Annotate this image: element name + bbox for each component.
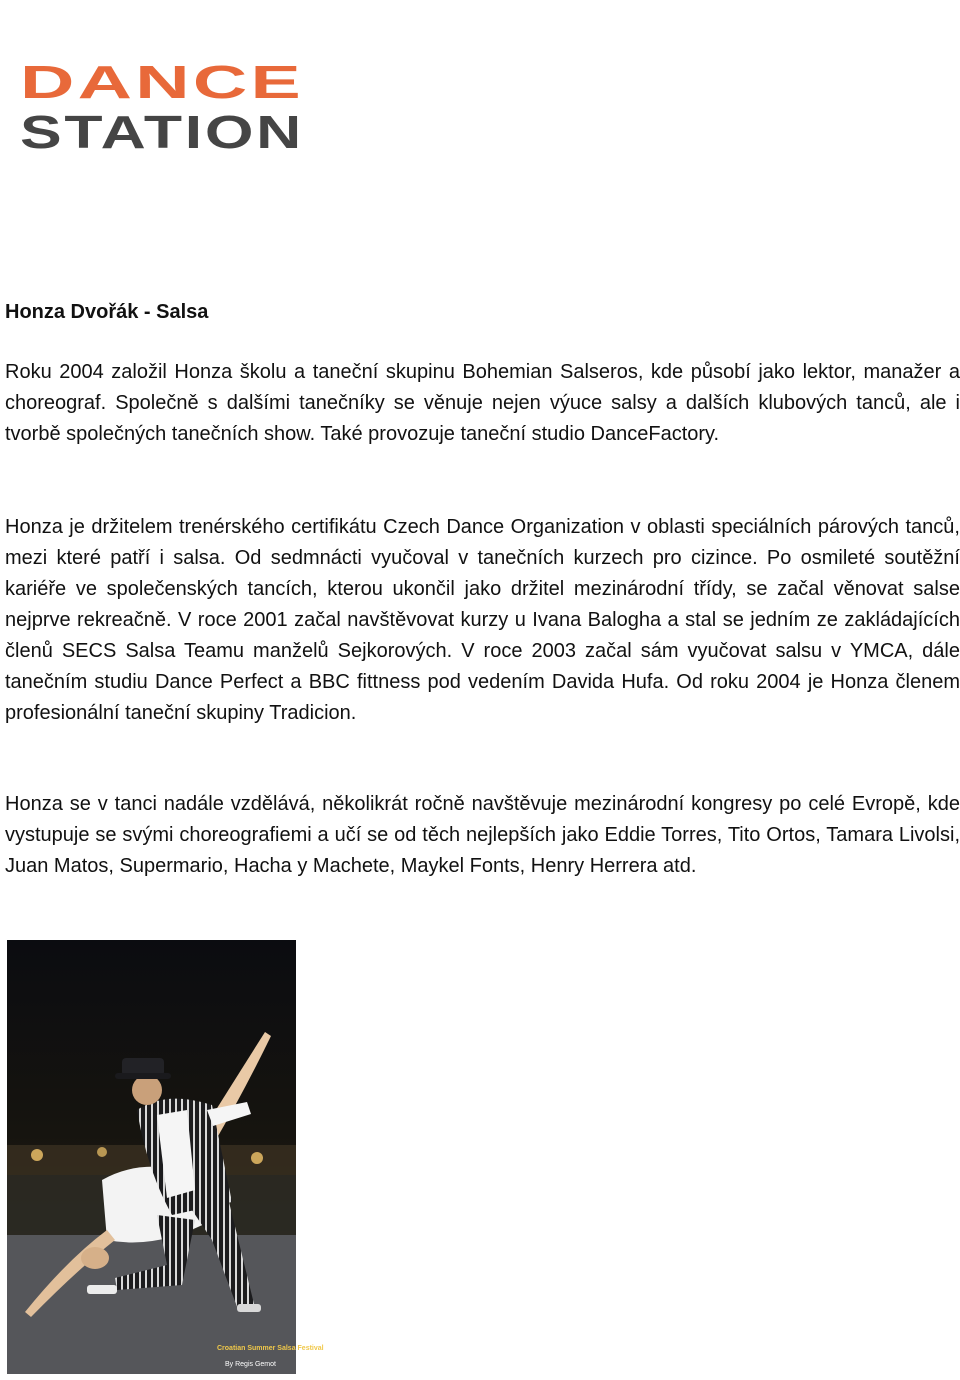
photo-watermark-festival: Croatian Summer Salsa Festival [217,1345,324,1352]
logo-line-dance: DANCE [20,56,304,108]
photo-watermark-author: By Regis Gemot [225,1361,276,1368]
page-title: Honza Dvořák - Salsa [5,301,209,323]
paragraph-education: Honza se v tanci nadále vzdělává, několikrát ročně navštěvuje mezinárodní kongresy po celé Evropě, kde vystupuje se svými choreografiemi a učí se od těch nejlepších jako Eddie Torres, Tito Ortos, Tamara Livolsi, Juan Matos, Supermario, Hacha y Machete, Maykel Fonts, Henry Herrera atd. [5,793,960,877]
logo-line-station: STATION [20,106,304,158]
paragraph-career: Honza je držitelem trenérského certifikátu Czech Dance Organization v oblasti speciálních párových tanců, mezi které patří i salsa. Od sedmnácti vyučoval v tanečních kurzech pro cizince. Po osmileté soutěžní kariéře ve společenských tancích, kterou ukončil jako držitel mezinárodní třídy, se začal věnovat salse nejprve rekreačně. V roce 2001 začal navštěvovat kurzy u Ivana Balogha a stal se jedním ze zakládajících členů SECS Salsa Teamu manželů Sejkorových. V roce 2003 začal sám vyučovat salsu v YMCA, dále tanečním studiu Dance Perfect a BBC fittness pod vedením Davida Hufa. Od roku 2004 je Honza členem profesionální taneční skupiny Tradicion. [5,516,960,724]
dance-station-logo [14,52,314,162]
paragraph-intro: Roku 2004 založil Honza školu a taneční skupinu Bohemian Salseros, kde působí jako lektor, manažer a choreograf. Společně s dalšími tanečníky se věnuje nejen výuce salsy a dalších klubových tanců, ale i tvorbě společných tanečních show. Také provozuje taneční studio DanceFactory. [5,361,960,445]
dance-photo [7,940,324,1374]
